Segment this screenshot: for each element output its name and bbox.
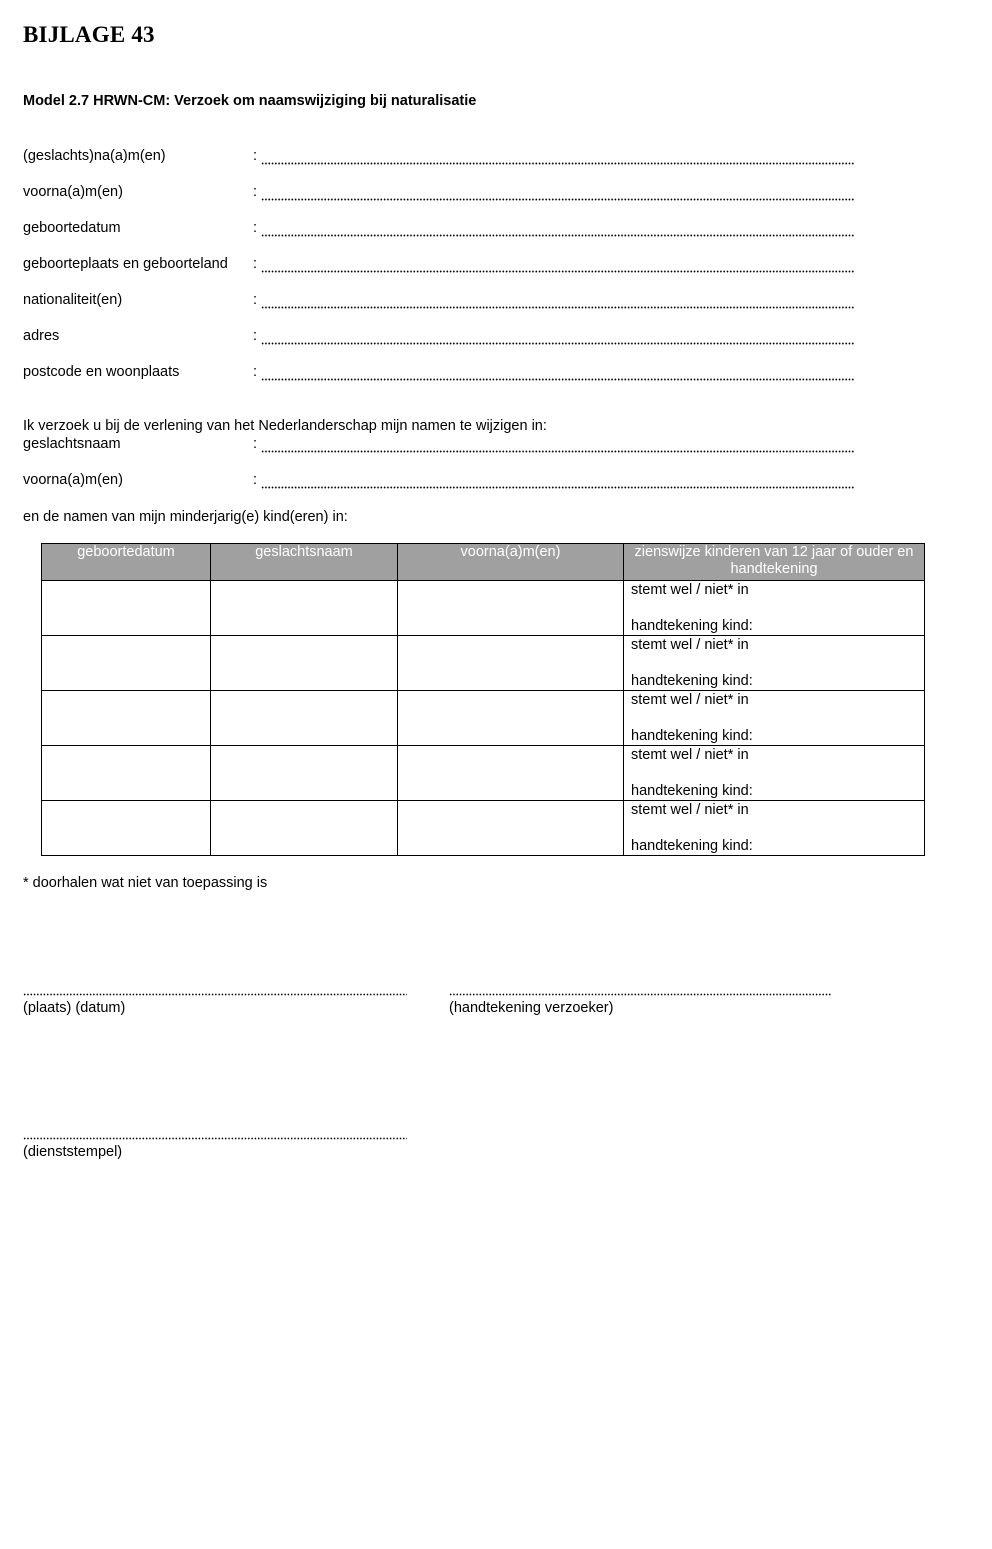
cell-birth-date[interactable]	[42, 581, 211, 636]
cell-surname[interactable]	[211, 746, 398, 801]
place-date-signature-line[interactable]	[23, 988, 407, 996]
dotted-entry-line[interactable]	[261, 153, 855, 165]
cell-consent[interactable]	[624, 691, 925, 746]
cell-surname[interactable]	[211, 801, 398, 856]
cell-surname[interactable]	[211, 691, 398, 746]
column-header-surname: geslachtsnaam	[211, 544, 398, 581]
children-table	[41, 543, 925, 856]
cell-birth-date[interactable]	[42, 801, 211, 856]
column-header-opinion-signature: zienswijze kinderen van 12 jaar of ouder en handtekening	[624, 544, 925, 581]
field-colon: :	[253, 220, 258, 236]
dotted-entry-line[interactable]	[261, 225, 855, 237]
child-signature-label: handtekening kind:	[631, 673, 753, 689]
cell-consent[interactable]	[624, 746, 925, 801]
child-signature-label: handtekening kind:	[631, 783, 753, 799]
consent-text: stemt wel / niet* in	[631, 637, 749, 653]
form-title: Model 2.7 HRWN-CM: Verzoek om naamswijziging bij naturalisatie	[23, 93, 477, 109]
dotted-entry-line[interactable]	[261, 297, 855, 309]
table-row	[42, 581, 925, 636]
request-intro-text: Ik verzoek u bij de verlening van het Nederlanderschap mijn namen te wijzigen in:	[23, 418, 547, 434]
stamp-line[interactable]	[23, 1132, 407, 1140]
table-row	[42, 636, 925, 691]
field-colon: :	[253, 436, 258, 452]
place-date-label: (plaats) (datum)	[23, 1000, 126, 1016]
dotted-entry-line[interactable]	[261, 441, 855, 453]
field-label: voorna(a)m(en)	[23, 184, 123, 200]
cell-given-names[interactable]	[398, 691, 624, 746]
field-label: (geslachts)na(a)m(en)	[23, 148, 166, 164]
field-label: geslachtsnaam	[23, 436, 121, 452]
child-signature-label: handtekening kind:	[631, 618, 753, 634]
consent-text: stemt wel / niet* in	[631, 747, 749, 763]
applicant-signature-label: (handtekening verzoeker)	[449, 1000, 614, 1016]
column-header-birth-date: geboortedatum	[42, 544, 211, 581]
cell-consent[interactable]	[624, 581, 925, 636]
table-row	[42, 801, 925, 856]
footnote: * doorhalen wat niet van toepassing is	[23, 875, 268, 891]
field-colon: :	[253, 472, 258, 488]
field-colon: :	[253, 364, 258, 380]
field-label: postcode en woonplaats	[23, 364, 180, 380]
field-colon: :	[253, 148, 258, 164]
field-label: geboortedatum	[23, 220, 121, 236]
cell-birth-date[interactable]	[42, 636, 211, 691]
cell-given-names[interactable]	[398, 636, 624, 691]
page-heading: BIJLAGE 43	[23, 22, 155, 47]
stamp-label: (dienststempel)	[23, 1144, 123, 1160]
column-header-given-names: voorna(a)m(en)	[398, 544, 624, 581]
applicant-signature-line[interactable]	[449, 988, 832, 996]
table-row	[42, 691, 925, 746]
cell-surname[interactable]	[211, 636, 398, 691]
child-signature-label: handtekening kind:	[631, 838, 753, 854]
consent-text: stemt wel / niet* in	[631, 582, 749, 598]
cell-given-names[interactable]	[398, 746, 624, 801]
dotted-entry-line[interactable]	[261, 477, 855, 489]
field-label: geboorteplaats en geboorteland	[23, 256, 228, 272]
consent-text: stemt wel / niet* in	[631, 692, 749, 708]
cell-surname[interactable]	[211, 581, 398, 636]
cell-given-names[interactable]	[398, 801, 624, 856]
dotted-entry-line[interactable]	[261, 369, 855, 381]
cell-consent[interactable]	[624, 636, 925, 691]
dotted-entry-line[interactable]	[261, 333, 855, 345]
field-label: adres	[23, 328, 60, 344]
field-colon: :	[253, 328, 258, 344]
cell-birth-date[interactable]	[42, 691, 211, 746]
table-header-row	[42, 544, 925, 581]
cell-given-names[interactable]	[398, 581, 624, 636]
consent-text: stemt wel / niet* in	[631, 802, 749, 818]
field-label: nationaliteit(en)	[23, 292, 123, 308]
child-signature-label: handtekening kind:	[631, 728, 753, 744]
cell-consent[interactable]	[624, 801, 925, 856]
field-colon: :	[253, 292, 258, 308]
field-colon: :	[253, 184, 258, 200]
table-row	[42, 746, 925, 801]
field-colon: :	[253, 256, 258, 272]
children-intro-text: en de namen van mijn minderjarig(e) kind(eren) in:	[23, 509, 348, 525]
dotted-entry-line[interactable]	[261, 189, 855, 201]
cell-birth-date[interactable]	[42, 746, 211, 801]
field-label: voorna(a)m(en)	[23, 472, 123, 488]
dotted-entry-line[interactable]	[261, 261, 855, 273]
